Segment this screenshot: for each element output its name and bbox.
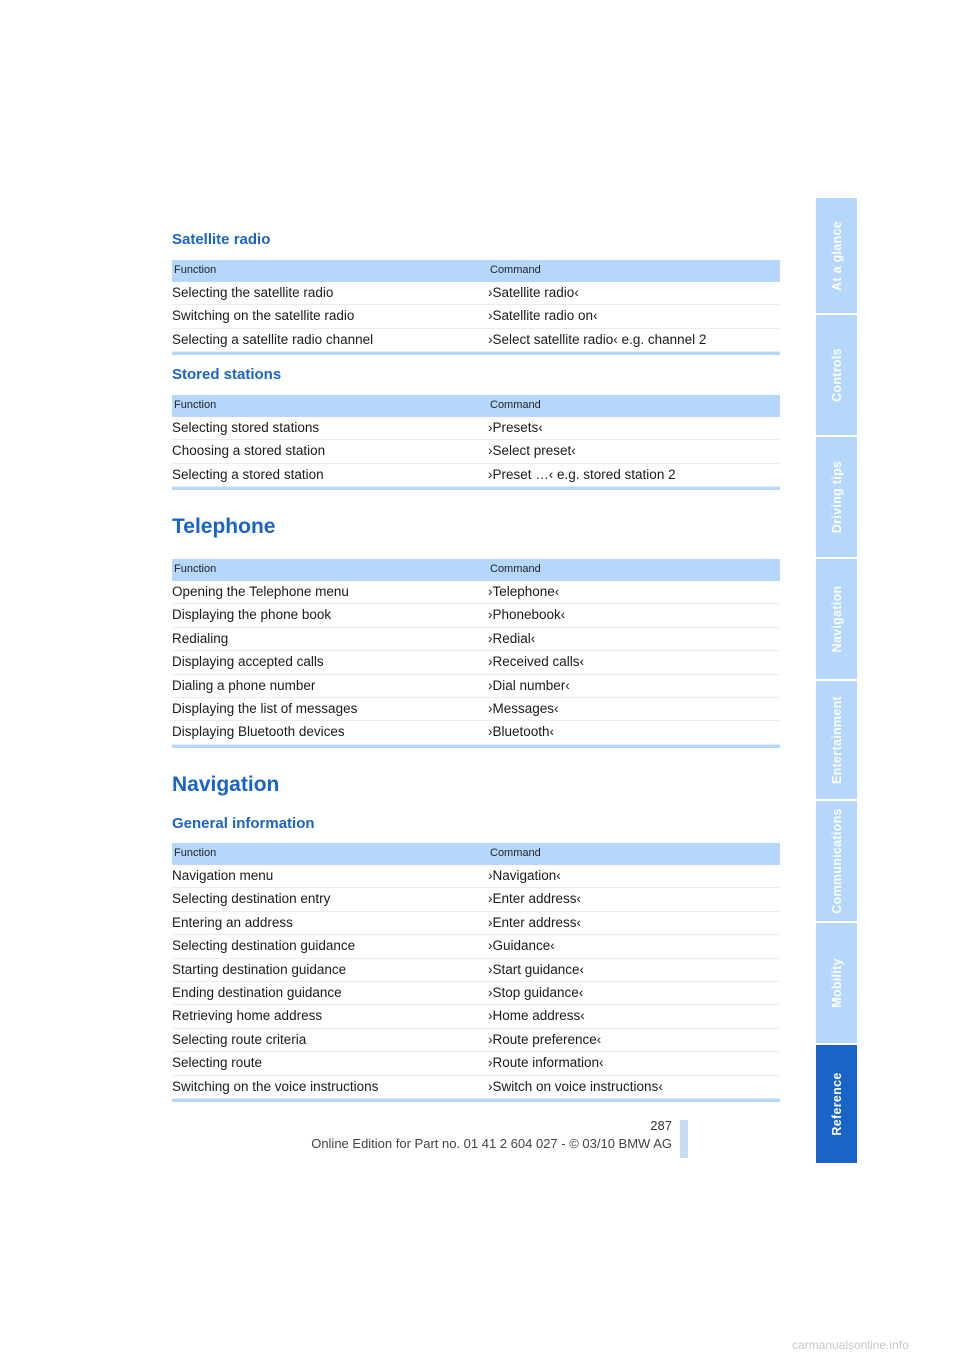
command-cell: ›Redial‹: [488, 630, 536, 646]
function-cell: Selecting destination entry: [172, 891, 331, 907]
command-cell: ›Switch on voice instructions‹: [488, 1078, 663, 1094]
chapter-tab-entertainment[interactable]: [816, 681, 857, 799]
chapter-tab-label: Driving tips: [829, 460, 844, 534]
command-cell: ›Navigation‹: [488, 868, 561, 883]
telephone-table: [172, 559, 780, 748]
function-cell: Selecting route criteria: [172, 1031, 307, 1047]
section-subtitle-general-information: General information: [172, 815, 315, 832]
function-cell: Displaying the list of messages: [172, 700, 358, 716]
navigation-table: [172, 843, 780, 1102]
section-title-satellite-radio: Satellite radio: [172, 231, 271, 248]
command-cell: ›Telephone‹: [488, 584, 560, 599]
command-cell: ›Presets‹: [488, 420, 543, 435]
chapter-tab-label: Communications: [829, 808, 844, 914]
table-row: [172, 959, 780, 982]
table-row: [172, 1076, 780, 1099]
function-cell: Navigation menu: [172, 868, 274, 883]
chapter-tab-label: Navigation: [829, 585, 844, 653]
command-cell: ›Messages‹: [488, 700, 559, 716]
table-header: [172, 559, 780, 581]
function-cell: Displaying accepted calls: [172, 654, 324, 670]
table-row: [172, 721, 780, 744]
function-cell: Selecting a stored station: [172, 466, 324, 482]
table-end-rule: [172, 1099, 780, 1102]
footer-bar: [680, 1120, 688, 1158]
command-cell: ›Route information‹: [488, 1055, 604, 1071]
table-header: [172, 395, 780, 417]
function-cell: Selecting route: [172, 1055, 263, 1071]
chapter-tab-at-a-glance[interactable]: [816, 198, 857, 313]
table-row: [172, 329, 780, 352]
function-cell: Ending destination guidance: [172, 984, 342, 1000]
function-cell: Switching on the voice instructions: [172, 1078, 379, 1094]
table-row: [172, 1029, 780, 1052]
column-header-command: Command: [490, 563, 541, 575]
chapter-tab-label: At a glance: [829, 220, 844, 291]
column-header-command: Command: [490, 264, 541, 276]
function-cell: Starting destination guidance: [172, 961, 347, 977]
table-header: [172, 843, 780, 865]
footer-edition-text: Online Edition for Part no. 01 41 2 604 027 - © 03/10 BMW AG: [311, 1136, 672, 1151]
command-cell: ›Enter address‹: [488, 891, 582, 907]
table-row: [172, 282, 780, 305]
table-row: [172, 675, 780, 698]
table-row: [172, 698, 780, 721]
table-row: [172, 1005, 780, 1028]
command-cell: ›Select preset‹: [488, 443, 576, 459]
section-title-navigation: Navigation: [172, 773, 280, 796]
command-cell: ›Start guidance‹: [488, 961, 585, 977]
command-cell: ›Phonebook‹: [488, 607, 566, 623]
table-row: [172, 651, 780, 674]
command-cell: ›Enter address‹: [488, 914, 582, 930]
function-cell: Selecting stored stations: [172, 420, 320, 435]
section-title-telephone: Telephone: [172, 515, 276, 538]
function-cell: Opening the Telephone menu: [172, 584, 349, 599]
command-cell: ›Received calls‹: [488, 654, 585, 670]
section-title-stored-stations: Stored stations: [172, 366, 282, 383]
command-cell: ›Satellite radio‹: [488, 285, 579, 300]
column-header-function: Function: [174, 399, 217, 411]
command-cell: ›Bluetooth‹: [488, 724, 555, 740]
chapter-tab-label: Mobility: [829, 958, 844, 1008]
table-row: [172, 888, 780, 911]
chapter-tab-driving-tips[interactable]: [816, 437, 857, 557]
table-end-rule: [172, 352, 780, 355]
chapter-tabs: [816, 198, 857, 1165]
table-row: [172, 1052, 780, 1075]
command-cell: ›Dial number‹: [488, 677, 570, 693]
satellite-radio-table: [172, 260, 780, 355]
column-header-command: Command: [490, 847, 541, 859]
table-row: [172, 865, 780, 888]
watermark: carmanualsonline.info: [792, 1338, 909, 1352]
table-header: [172, 260, 780, 282]
function-cell: Redialing: [172, 630, 229, 646]
table-row: [172, 464, 780, 487]
column-header-function: Function: [174, 563, 217, 575]
table-end-rule: [172, 745, 780, 748]
command-cell: ›Select satellite radio‹ e.g. channel 2: [488, 331, 707, 347]
command-cell: ›Stop guidance‹: [488, 984, 584, 1000]
table-row: [172, 604, 780, 627]
table-row: [172, 628, 780, 651]
column-header-command: Command: [490, 399, 541, 411]
column-header-function: Function: [174, 847, 217, 859]
chapter-tab-communications[interactable]: [816, 801, 857, 921]
function-cell: Switching on the satellite radio: [172, 308, 355, 324]
page-number: 287: [650, 1118, 672, 1133]
command-cell: ›Satellite radio on‹: [488, 308, 598, 324]
function-cell: Choosing a stored station: [172, 443, 326, 459]
column-header-function: Function: [174, 264, 217, 276]
function-cell: Retrieving home address: [172, 1008, 323, 1024]
function-cell: Displaying the phone book: [172, 607, 332, 623]
command-cell: ›Home address‹: [488, 1008, 585, 1024]
table-row: [172, 581, 780, 604]
chapter-tab-controls[interactable]: [816, 315, 857, 435]
stored-stations-table: [172, 395, 780, 490]
table-row: [172, 417, 780, 440]
chapter-tab-reference[interactable]: [816, 1045, 857, 1163]
table-row: [172, 982, 780, 1005]
table-row: [172, 305, 780, 328]
table-row: [172, 935, 780, 958]
function-cell: Selecting destination guidance: [172, 938, 356, 954]
chapter-tab-mobility[interactable]: [816, 923, 857, 1043]
command-cell: ›Preset …‹ e.g. stored station 2: [488, 466, 676, 482]
function-cell: Displaying Bluetooth devices: [172, 724, 345, 740]
function-cell: Entering an address: [172, 914, 293, 930]
chapter-tab-label: Entertainment: [829, 696, 844, 784]
chapter-tab-label: Reference: [829, 1072, 844, 1136]
function-cell: Dialing a phone number: [172, 677, 316, 693]
function-cell: Selecting the satellite radio: [172, 285, 334, 300]
command-cell: ›Route preference‹: [488, 1031, 602, 1047]
function-cell: Selecting a satellite radio channel: [172, 331, 374, 347]
command-cell: ›Guidance‹: [488, 938, 555, 954]
table-row: [172, 440, 780, 463]
chapter-tab-label: Controls: [829, 348, 844, 402]
table-row: [172, 912, 780, 935]
table-end-rule: [172, 487, 780, 490]
chapter-tab-navigation[interactable]: [816, 559, 857, 679]
